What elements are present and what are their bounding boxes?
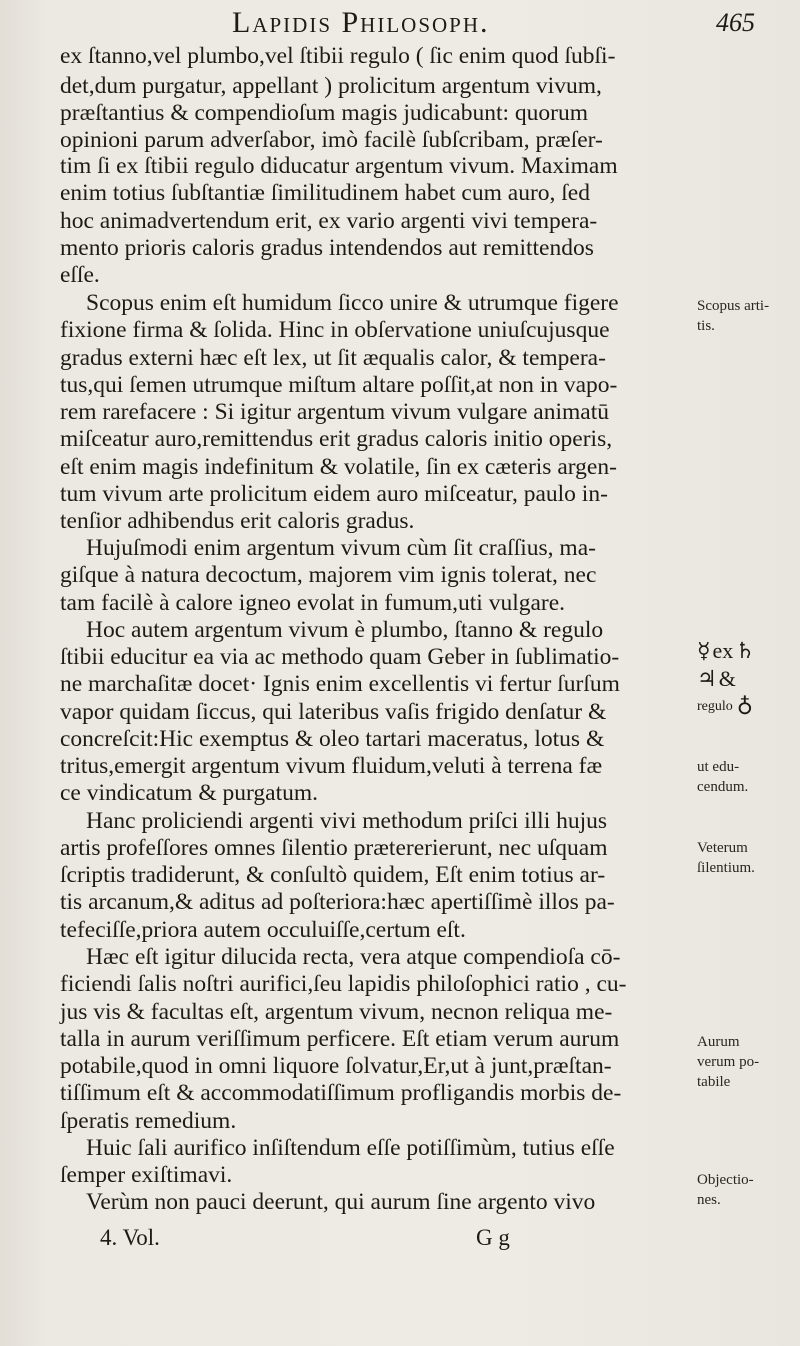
text-line: tefeciſſe,priora autem occuluiſſe,certum eſt. xyxy=(60,917,466,943)
text-line: tiſſimum eſt & accommodatiſſimum profligandis morbis de- xyxy=(60,1080,622,1106)
margin-note: tis. xyxy=(697,318,715,334)
text-line: præſtantius & compendioſum magis judicabunt: quorum xyxy=(60,100,589,126)
text-line: Hoc autem argentum vivum è plumbo, ſtanno & regulo xyxy=(86,617,604,643)
text-line: det,dum purgatur, appellant ) prolicitum argentum vivum, xyxy=(60,73,602,99)
margin-note: tabile xyxy=(697,1074,731,1090)
signature-mark: G g xyxy=(476,1225,510,1250)
symbol-row xyxy=(697,693,787,721)
text-line: rem rarefacere : Si igitur argentum vivum vulgare animatū xyxy=(60,399,610,425)
margin-note: & xyxy=(718,666,736,691)
margin-note: ſilentium. xyxy=(697,860,755,876)
tin-symbol-icon: ♃ xyxy=(697,666,717,692)
text-line: Hanc proliciendi argenti vivi methodum priſci illi hujus xyxy=(86,808,608,834)
text-line: ex ſtanno,vel plumbo,vel ſtibii regulo ( ſic enim quod ſubſi- xyxy=(60,43,616,69)
running-head xyxy=(0,6,800,40)
text-line: eſſe. xyxy=(60,262,100,288)
text-line: ſtibii educitur ea via ac methodo quam Geber in ſublimatio- xyxy=(60,644,620,670)
text-line: Huic ſali aurifico inſiſtendum eſſe potiſſimùm, tutius eſſe xyxy=(86,1135,615,1161)
text-line: tenſior adhibendus erit caloris gradus. xyxy=(60,508,415,534)
text-line: ſcriptis tradiderunt, & conſultò quidem, Eſt enim totius ar- xyxy=(60,862,606,888)
lead-symbol-icon: ♄ xyxy=(735,638,756,664)
margin-note: Aurum xyxy=(697,1034,740,1050)
text-line: Hujuſmodi enim argentum vivum cùm ſit craſſius, ma- xyxy=(86,535,596,561)
text-line: enim totius ſubſtantiæ ſimilitudinem habet cum auro, ſed xyxy=(60,180,590,206)
text-line: fixione firma & ſolida. Hinc in obſervatione uniuſcujusque xyxy=(60,317,610,343)
text-line: Scopus enim eſt humidum ſicco unire & utrumque figere xyxy=(86,290,619,316)
text-line: jus vis & facultas eſt, argentum vivum, necnon reliqua me- xyxy=(60,999,613,1025)
text-line: tam facilè à calore igneo evolat in fumum,uti vulgare. xyxy=(60,590,566,616)
text-line: miſceatur auro,remittendus erit gradus caloris initio operis, xyxy=(60,426,613,452)
margin-note: ut edu- xyxy=(697,759,740,775)
volume-label: 4. Vol. xyxy=(100,1225,160,1250)
text-line: gradus externi hæc eſt lex, ut ſit æqualis calor, & tempera- xyxy=(60,345,606,371)
page-number: 465 xyxy=(716,8,755,37)
margin-note: nes. xyxy=(697,1192,721,1208)
text-line: artis profeſſores omnes ſilentio prætererierunt, nec uſquam xyxy=(60,835,608,861)
symbol-row xyxy=(697,637,787,665)
text-line: potabile,quod in omni liquore ſolvatur,Er,ut à junt,præſtan- xyxy=(60,1053,612,1079)
text-line: talla in aurum veriſſimum perficere. Eſt etiam verum aurum xyxy=(60,1026,620,1052)
text-line: tum vivum arte prolicitum eidem auro miſceatur, paulo in- xyxy=(60,481,608,507)
margin-note: Scopus arti- xyxy=(697,298,770,314)
text-line: concreſcit:Hic exemptus & oleo tartari maceratus, lotus & xyxy=(60,726,605,752)
margin-note: ex xyxy=(712,638,734,663)
margin-note: Veterum xyxy=(697,840,748,856)
text-line: Verùm non pauci deerunt, qui aurum ſine argento vivo xyxy=(86,1189,596,1215)
text-line: tim ſi ex ſtibii regulo diducatur argentum vivum. Maximam xyxy=(60,153,618,179)
text-line: ne marchaſitæ docet· Ignis enim excellentis vi fertur ſurſum xyxy=(60,671,620,697)
text-line: ſemper exiſtimavi. xyxy=(60,1162,233,1188)
symbol-row xyxy=(697,665,787,693)
text-line: ſperatis remedium. xyxy=(60,1108,237,1134)
text-line: Hæc eſt igitur dilucida recta, vera atque compendioſa cō- xyxy=(86,944,621,970)
text-line: eſt enim magis indefinitum & volatile, ſin ex cæteris argen- xyxy=(60,454,617,480)
antimony-symbol-icon: ♁ xyxy=(736,694,753,720)
text-line: hoc animadvertendum erit, ex vario argenti vivi tempera- xyxy=(60,208,598,234)
margin-note: Objectio- xyxy=(697,1172,754,1188)
text-line: ce vindicatum & purgatum. xyxy=(60,780,319,806)
text-line: opinioni parum adverſabor, imò facilè ſubſcribam, præſer- xyxy=(60,127,603,153)
text-line: tis arcanum,& aditus ad poſteriora:hæc apertiſſimè illos pa- xyxy=(60,889,615,915)
text-line: ficiendi ſalis noſtri aurifici,ſeu lapidis philoſophici ratio , cu- xyxy=(60,971,627,997)
mercury-symbol-icon: ☿ xyxy=(697,638,711,664)
text-line: tus,qui ſemen utrumque miſtum altare poſſit,at non in vapo- xyxy=(60,372,618,398)
text-line: mento prioris caloris gradus intendendos aut remittendos xyxy=(60,235,594,261)
text-line: giſque à natura decoctum, majorem vim ignis tolerat, nec xyxy=(60,562,597,588)
text-line: vapor quidam ſiccus, qui lateribus vaſis frigido denſatur & xyxy=(60,699,607,725)
text-line: tritus,emergit argentum vivum fluidum,veluti à terrena fæ xyxy=(60,753,603,779)
margin-note: regulo xyxy=(697,699,733,714)
margin-note: verum po- xyxy=(697,1054,760,1070)
margin-note: cendum. xyxy=(697,779,749,795)
running-title: Lapidis Philosoph. xyxy=(232,6,490,39)
alchemical-symbols xyxy=(697,637,787,755)
